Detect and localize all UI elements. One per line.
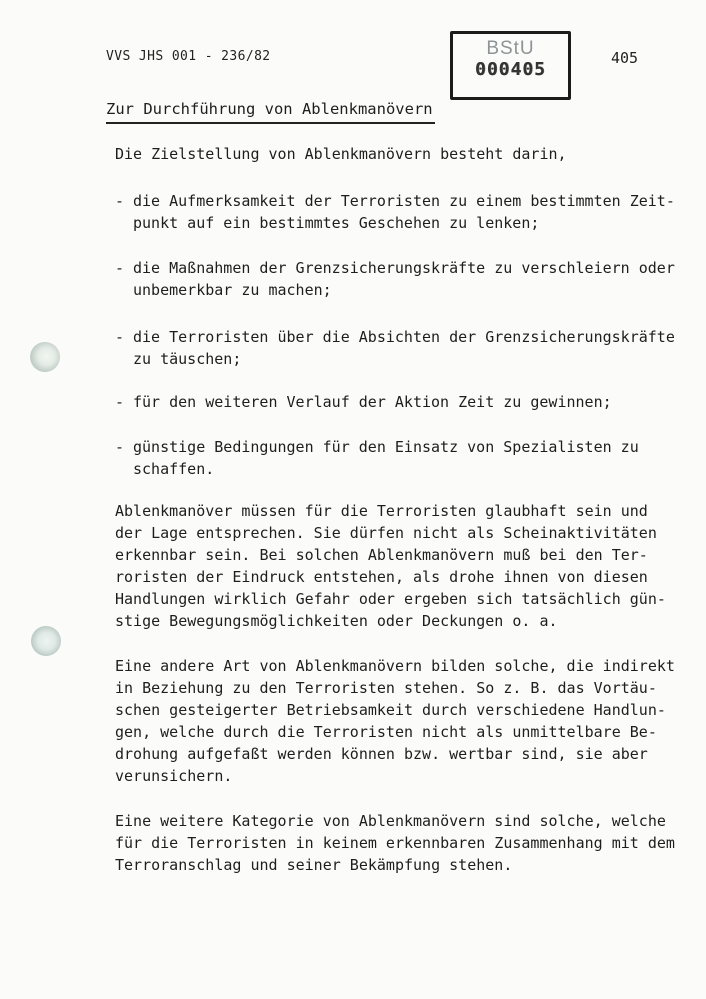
hole-punch-mark-bottom (31, 626, 61, 656)
text-line: erkennbar sein. Bei solchen Ablenkmanövern muß bei den Ter- (115, 546, 648, 564)
text-line: unbemerkbar zu machen; (133, 281, 332, 299)
bullet-lines (133, 391, 612, 413)
bullet-dash: - (115, 259, 125, 277)
text-line: Eine andere Art von Ablenkmanövern bilden solche, die indirekt (115, 657, 675, 675)
hole-punch-mark-top (30, 342, 60, 372)
text-line: die Terroristen über die Absichten der Grenzsicherungskräfte (133, 328, 675, 346)
text-line: zu täuschen; (133, 350, 242, 368)
text-line: Handlungen wirklich Gefahr oder ergeben sich tatsächlich gün- (115, 590, 666, 608)
bullet-item (115, 436, 681, 480)
text-line: roristen der Eindruck entstehen, als drohe ihnen von diesen (115, 568, 648, 586)
text-line: für den weiteren Verlauf der Aktion Zeit zu gewinnen; (133, 393, 612, 411)
bullet-item (115, 326, 681, 370)
text-line: Terroranschlag und seiner Bekämpfung stehen. (115, 856, 513, 874)
text-line: Ablenkmanöver müssen für die Terroristen glaubhaft sein und (115, 502, 648, 520)
document-title (106, 98, 435, 124)
text-line: punkt auf ein bestimmtes Geschehen zu lenken; (133, 214, 540, 232)
text-line: schen gesteigerter Betriebsamkeit durch verschiedene Handlun- (115, 701, 666, 719)
page-number: 405 (611, 49, 639, 67)
text-line: die Maßnahmen der Grenzsicherungskräfte zu verschleiern oder (133, 259, 675, 277)
bullet-item (115, 190, 681, 234)
text-line: schaffen. (133, 460, 215, 478)
bullet-dash: - (115, 393, 125, 411)
text-line: für die Terroristen in keinem erkennbaren Zusammenhang mit dem (115, 834, 675, 852)
text-line: in Beziehung zu den Terroristen stehen. So z. B. das Vortäu- (115, 679, 657, 697)
text-line: günstige Bedingungen für den Einsatz von Spezialisten zu (133, 438, 639, 456)
stamp-org-label: BStU (486, 38, 535, 59)
text-line: der Lage entsprechen. Sie dürfen nicht als Scheinaktivitäten (115, 524, 657, 542)
text-line: verunsichern. (115, 767, 233, 785)
bstu-archive-stamp (450, 31, 571, 100)
bullet-lines (133, 326, 675, 370)
bullet-lines (133, 257, 675, 301)
body-paragraph (115, 500, 681, 632)
bullet-item (115, 257, 681, 301)
bullet-dash: - (115, 192, 125, 210)
bullet-dash: - (115, 438, 125, 456)
bullet-dash: - (115, 328, 125, 346)
intro-paragraph: Die Zielstellung von Ablenkmanövern besteht darin, (115, 145, 567, 163)
stamp-page-number: 000405 (474, 59, 547, 80)
document-title-text: Zur Durchführung von Ablenkmanövern (106, 98, 435, 124)
classification-header: VVS JHS 001 - 236/82 (106, 49, 271, 64)
bullet-lines (133, 190, 675, 234)
body-paragraph (115, 655, 681, 787)
body-paragraph (115, 810, 681, 876)
bullet-item (115, 391, 681, 413)
bullet-lines (133, 436, 639, 480)
text-line: gen, welche durch die Terroristen nicht als unmittelbare Be- (115, 723, 657, 741)
text-line: drohung aufgefaßt werden können bzw. wertbar sind, sie aber (115, 745, 648, 763)
text-line: stige Bewegungsmöglichkeiten oder Deckungen o. a. (115, 612, 558, 630)
text-line: Eine weitere Kategorie von Ablenkmanövern sind solche, welche (115, 812, 666, 830)
text-line: die Aufmerksamkeit der Terroristen zu einem bestimmten Zeit- (133, 192, 675, 210)
